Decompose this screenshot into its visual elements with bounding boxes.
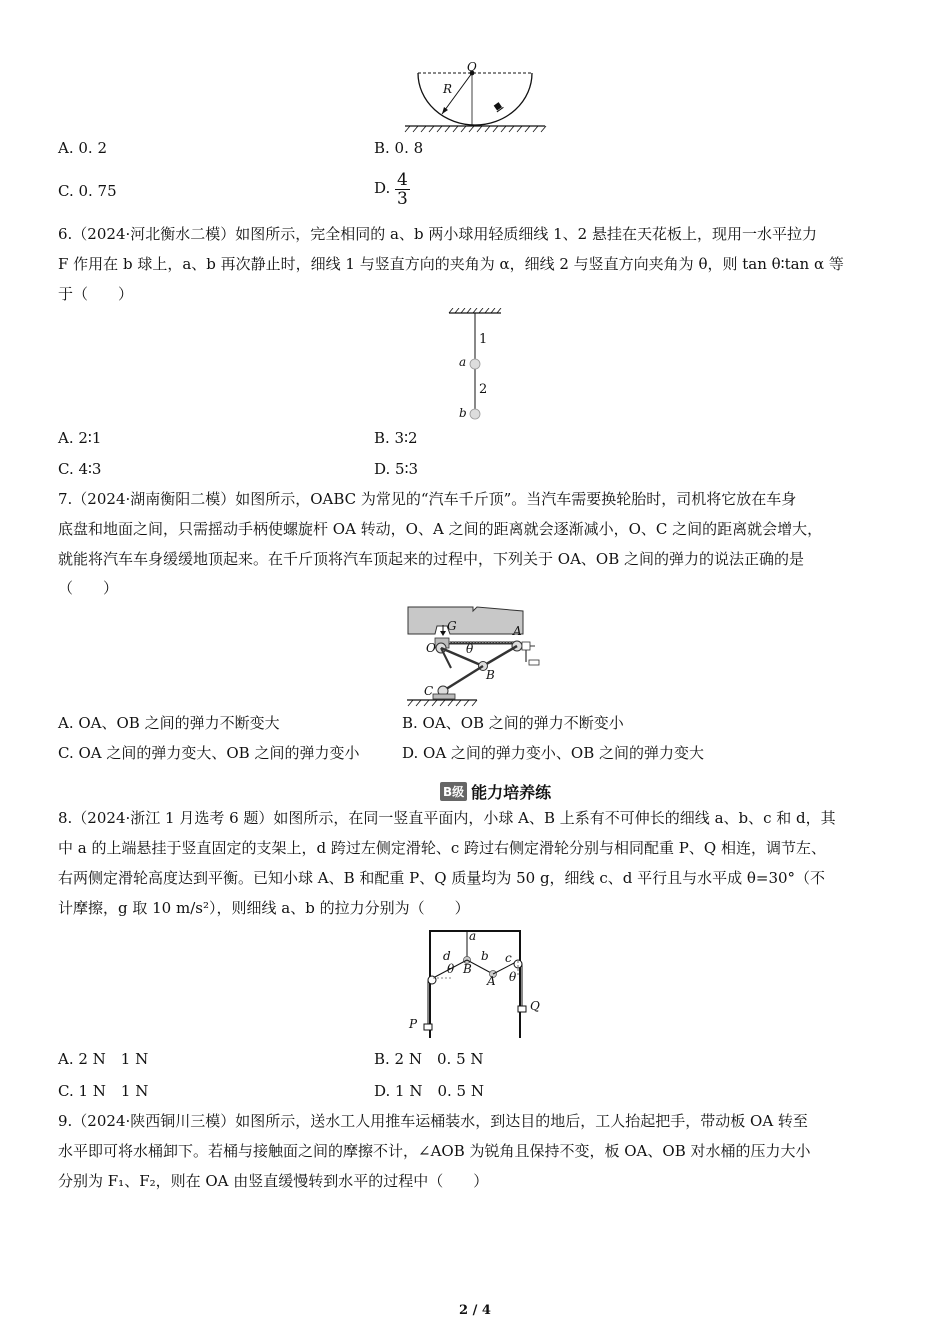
q6-option-c: C. 4∶3	[58, 460, 102, 478]
q6-stem-line-1: 6.（2024·河北衡水二模）如图所示，完全相同的 a、b 两小球用轻质细线 1、2 悬挂在天花板上，现用一水平拉力	[58, 225, 817, 243]
pulley-label-d: d	[443, 949, 451, 963]
q8-option-b: B. 2 N 0. 5 N	[374, 1050, 484, 1068]
q9-stem-line-3: 分别为 F₁、F₂，则在 OA 由竖直缓慢转到水平的过程中（ ）	[58, 1172, 489, 1190]
fraction-denominator: 3	[397, 188, 408, 209]
q6-stem-line-2: F 作用在 b 球上，a、b 再次静止时，细线 1 与竖直方向的夹角为 α，细线 2 与竖直方向夹角为 θ，则 tan θ∶tan α 等	[58, 255, 844, 273]
section-title: 能力培养练	[471, 782, 552, 802]
jack-label-g: G	[447, 619, 457, 633]
q5-option-d	[374, 168, 410, 208]
jack-label-b: B	[486, 668, 495, 682]
pulley-label-p: P	[409, 1017, 418, 1031]
bowl-label-r: R	[443, 82, 453, 96]
thread-2-label: 2	[479, 382, 488, 397]
q9-stem-line-2: 水平即可将水桶卸下。若桶与接触面之间的摩擦不计，∠AOB 为锐角且保持不变，板 OA、OB 对水桶的压力大小	[58, 1142, 811, 1160]
q7-option-d: D. OA 之间的弹力变小、OB 之间的弹力变大	[402, 744, 705, 762]
q5-option-c: C. 0. 75	[58, 182, 117, 200]
q6-option-b: B. 3∶2	[374, 429, 418, 447]
ball-b-label: b	[459, 406, 467, 420]
hanging-balls-figure	[445, 308, 505, 426]
q8-stem-line-3: 右两侧定滑轮高度达到平衡。已知小球 A、B 和配重 P、Q 质量均为 50 g，细线 c、d 平行且与水平成 θ=30°（不	[58, 869, 826, 887]
q9-stem-line-1: 9.（2024·陕西铜川三模）如图所示，送水工人用推车运桶装水，到达目的地后，工人抬起把手，带动板 OA 转至	[58, 1112, 808, 1130]
pulley-label-b-line: b	[481, 949, 489, 963]
q7-stem-line-3: 就能将汽车车身缓缓地顶起来。在千斤顶将汽车顶起来的过程中，下列关于 OA、OB 之间的弹力的说法正确的是	[58, 550, 804, 568]
pulley-label-b-ball: B	[463, 962, 472, 976]
pulley-label-q: Q	[530, 999, 540, 1013]
q5-option-b: B. 0. 8	[374, 139, 424, 157]
thread-1-label: 1	[479, 332, 488, 347]
q6-option-d: D. 5∶3	[374, 460, 419, 478]
jack-label-c: C	[424, 684, 434, 698]
q8-stem-line-2: 中 a 的上端悬挂于竖直固定的支架上，d 跨过左侧定滑轮、c 跨过右侧定滑轮分别与相同配重 P、Q 相连，调节左、	[58, 839, 826, 857]
q8-option-a: A. 2 N 1 N	[58, 1050, 149, 1068]
q8-option-c: C. 1 N 1 N	[58, 1082, 149, 1100]
q7-stem-line-4: （ ）	[58, 579, 119, 597]
pulley-label-a-line: a	[469, 929, 477, 943]
pulley-frame-figure	[405, 928, 555, 1040]
q7-option-b: B. OA、OB 之间的弹力不断变小	[402, 714, 624, 732]
jack-label-o: O	[426, 641, 436, 655]
q6-option-a: A. 2∶1	[58, 429, 102, 447]
jack-label-a: A	[513, 624, 522, 638]
q7-stem-line-1: 7.（2024·湖南衡阳二模）如图所示，OABC 为常见的“汽车千斤顶”。当汽车需要换轮胎时，司机将它放在车身	[58, 490, 797, 508]
pulley-label-theta-left: θ	[447, 962, 455, 976]
fraction	[395, 171, 410, 208]
q8-stem-line-4: 计摩擦，g 取 10 m/s²），则细线 a、b 的拉力分别为（ ）	[58, 899, 470, 917]
pulley-label-a-ball: A	[487, 974, 496, 988]
pulley-label-c: c	[505, 951, 512, 965]
q5-option-d-prefix: D.	[374, 179, 391, 197]
page-number: 2 / 4	[459, 1303, 491, 1318]
q7-option-a: A. OA、OB 之间的弹力不断变大	[58, 714, 280, 732]
ball-a-label: a	[459, 355, 467, 369]
pulley-label-theta-right: θ	[509, 970, 517, 984]
section-header	[440, 780, 551, 802]
q8-option-d: D. 1 N 0. 5 N	[374, 1082, 484, 1100]
q7-option-c: C. OA 之间的弹力变大、OB 之间的弹力变小	[58, 744, 360, 762]
jack-label-theta: θ	[466, 642, 474, 656]
fraction-numerator: 4	[397, 169, 408, 190]
q7-stem-line-2: 底盘和地面之间，只需摇动手柄使螺旋杆 OA 转动，O、A 之间的距离就会逐渐减小，O、C 之间的距离就会增大，	[58, 520, 823, 538]
q5-option-a: A. 0. 2	[58, 139, 107, 157]
q8-stem-line-1: 8.（2024·浙江 1 月选考 6 题）如图所示，在同一竖直平面内，小球 A、B 上系有不可伸长的细线 a、b、c 和 d，其	[58, 809, 836, 827]
section-badge: B级	[440, 782, 467, 801]
q6-stem-line-3: 于（ ）	[58, 285, 134, 303]
bowl-label-o: O	[467, 60, 477, 74]
